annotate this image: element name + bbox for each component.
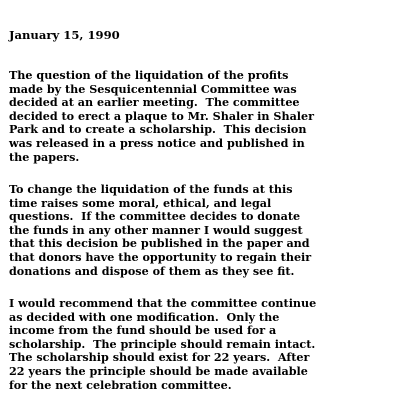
text-line: decided at an earlier meeting. The committee (9, 95, 300, 110)
text-line: decided to erect a plaque to Mr. Shaler in Shaler (9, 108, 315, 123)
text-line: scholarship. The principle should remain intact. (9, 336, 316, 351)
text-line: I would recommend that the committee continue (9, 296, 317, 310)
text-line: Park and to create a scholarship. This decision (9, 122, 307, 137)
paragraph-liquidation-history (9, 69, 399, 164)
text-line: The scholarship should exist for 22 years. After (9, 350, 310, 365)
text-line: the funds in any other manner I would suggest (9, 222, 303, 237)
text-line: made by the Sesquicentennial Committee was (9, 81, 297, 96)
paragraph-recommendation (9, 297, 399, 392)
letter-date: January 15, 1990 (9, 28, 120, 42)
text-line: the papers. (9, 149, 80, 164)
text-line: as decided with one modification. Only the (9, 309, 280, 324)
text-line: 22 years the principle should be made available (9, 363, 308, 378)
text-line: income from the fund should be used for a (9, 323, 277, 338)
text-line: that this decision be published in the paper and (9, 236, 310, 251)
text-line: time raises some moral, ethical, and legal (9, 195, 272, 210)
text-line: for the next celebration committee. (9, 377, 232, 392)
text-line: donations and dispose of them as they see fit. (9, 263, 295, 278)
paragraph-change-concerns (9, 183, 399, 278)
text-line: To change the liquidation of the funds at this (9, 182, 293, 196)
text-line: The question of the liquidation of the profits (9, 68, 289, 82)
text-line: that donors have the opportunity to regain their (9, 249, 312, 264)
text-line: questions. If the committee decides to donate (9, 209, 301, 224)
text-line: was released in a press notice and published in (9, 135, 305, 150)
